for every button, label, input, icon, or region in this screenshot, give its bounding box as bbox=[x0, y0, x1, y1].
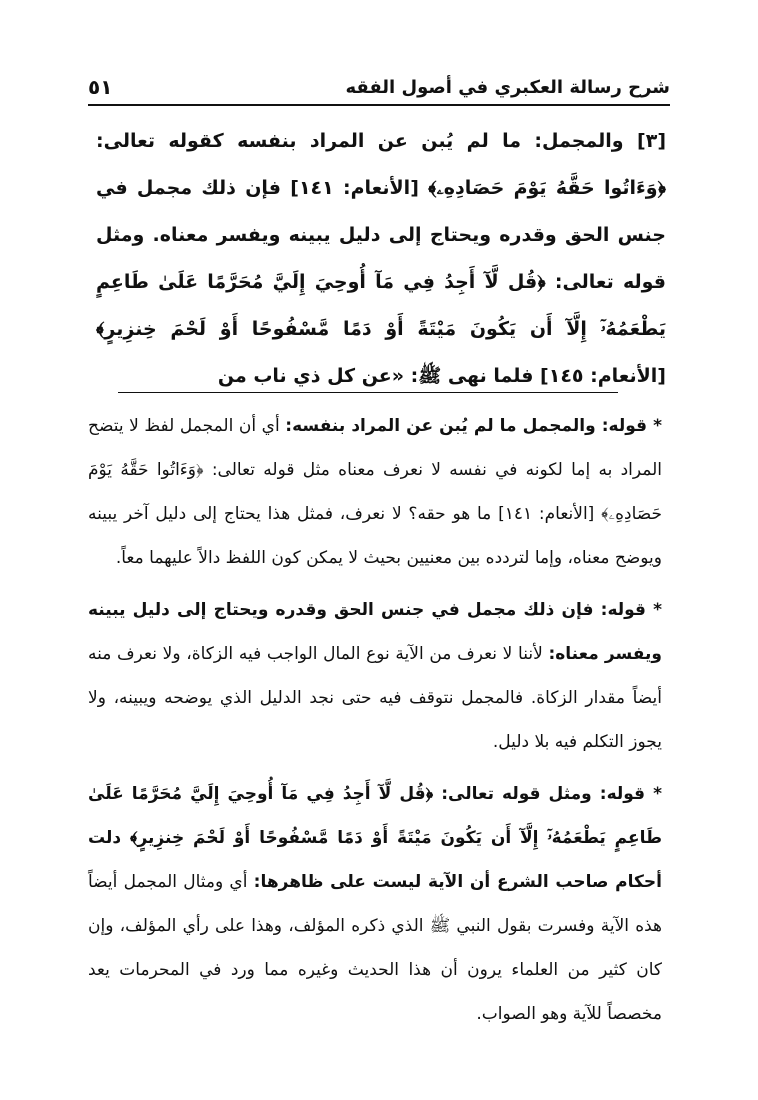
commentary-lead: * قوله: فإن ذلك مجمل في جنس الحق وقدره ويحتاج إلى دليل يبينه ويفسر معناه: bbox=[88, 600, 662, 664]
page-number: ٥١ bbox=[88, 75, 113, 99]
commentary-lead: * قوله: والمجمل ما لم يُبن عن المراد بنفسه: bbox=[285, 416, 662, 436]
commentary-body: أي أن المجمل لفظ لا يتضح المراد به إما لكونه في نفسه لا نعرف معناه مثل قوله تعالى: ﴿وَءَاتُوا حَقَّهُ يَوْمَ حَصَادِهِۦ﴾ [الأنعام: ١٤١] ما هو حقه؟ لا نعرف، فمثل هذا يحتاج إلى دليل آخر يبينه ويوضح معناه، وإما لتردده بين معنيين بحيث لا يمكن كون اللفظ دالاً عليهما معاً. bbox=[88, 416, 662, 568]
commentary-paragraph bbox=[88, 588, 662, 764]
running-header bbox=[88, 72, 670, 102]
commentary-lead: * قوله: ومثل قوله تعالى: ﴿قُل لَّآ أَجِدُ فِي مَآ أُوحِيَ إِلَيَّ مُحَرَّمًا عَلَىٰ طَاعِمٍ يَطْعَمُهُۥٓ إِلَّآ أَن يَكُونَ مَيْتَةً أَوْ دَمًا مَّسْفُوحًا أَوْ لَحْمَ خِنزِيرٍ﴾ دلت أحكام صاحب الشرع أن الآية ليست على ظاهرها: bbox=[88, 784, 662, 892]
commentary bbox=[88, 404, 662, 1044]
book-title: شرح رسالة العكبري في أصول الفقه bbox=[345, 76, 670, 98]
main-paragraph: [٣] والمجمل: ما لم يُبن عن المراد بنفسه كقوله تعالى: ﴿وَءَاتُوا حَقَّهُ يَوْمَ حَصَادِهِۦ﴾ [الأنعام: ١٤١] فإن ذلك مجمل في جنس الحق وقدره ويحتاج إلى دليل يبينه ويفسر معناه. ومثل قوله تعالى: ﴿قُل لَّآ أَجِدُ فِي مَآ أُوحِيَ إِلَيَّ مُحَرَّمًا عَلَىٰ طَاعِمٍ يَطْعَمُهُۥٓ إِلَّآ أَن يَكُونَ مَيْتَةً أَوْ دَمًا مَّسْفُوحًا أَوْ لَحْمَ خِنزِيرٍ﴾ [الأنعام: ١٤٥] فلما نهى ﷺ: «عن كل ذي ناب من bbox=[96, 130, 666, 387]
main-text bbox=[96, 118, 666, 400]
commentary-body: أي ومثال المجمل أيضاً هذه الآية وفسرت بقول النبي ﷺ الذي ذكره المؤلف، وهذا على رأي المؤلف، وإن كان كثير من العلماء يرون أن هذا الحديث وغيره مما ورد في المحرمات يعد مخصصاً للآية وهو الصواب. bbox=[88, 872, 662, 1024]
commentary-paragraph bbox=[88, 404, 662, 580]
header-rule bbox=[88, 104, 670, 106]
commentary-paragraph bbox=[88, 772, 662, 1036]
commentary-body: لأننا لا نعرف من الآية نوع المال الواجب فيه الزكاة، ولا نعرف منه أيضاً مقدار الزكاة. فالمجمل نتوقف فيه حتى نجد الدليل الذي يوضحه ويبينه، ولا يجوز التكلم فيه بلا دليل. bbox=[88, 644, 662, 752]
footnote-separator bbox=[118, 392, 618, 393]
